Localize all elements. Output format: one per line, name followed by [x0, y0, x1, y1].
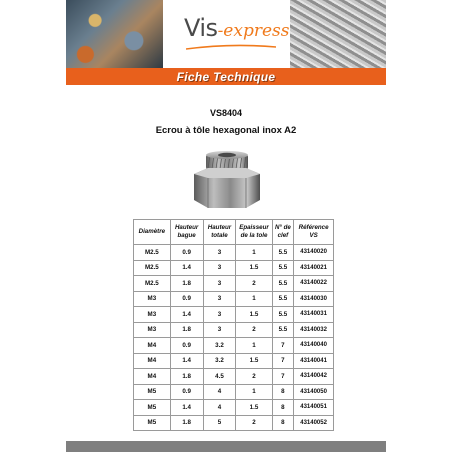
cell-reference: 43140040 [294, 338, 334, 354]
cell-hauteur-bague: 1.4 [170, 307, 203, 323]
cell-diametre: M5 [134, 400, 171, 416]
header-diametre: Diamètre [134, 220, 171, 245]
spec-table-body [134, 245, 334, 431]
cell-hauteur-totale: 4 [203, 400, 236, 416]
cell-reference: 43140050 [294, 384, 334, 400]
cell-reference: 43140041 [294, 353, 334, 369]
cell-hauteur-totale: 3 [203, 260, 236, 276]
product-reference: VS8404 [209, 108, 243, 118]
cell-epaisseur: 2 [236, 415, 272, 431]
header-hauteur-totale: Hauteur totale [203, 220, 236, 245]
cell-hauteur-totale: 3 [203, 322, 236, 338]
cell-diametre: M4 [134, 369, 171, 385]
cell-diametre: M4 [134, 338, 171, 354]
header-n-clef: N° de clef [272, 220, 294, 245]
spec-table [133, 219, 334, 431]
cell-n-clef: 5.5 [272, 291, 294, 307]
cell-reference: 43140051 [294, 400, 334, 416]
cell-epaisseur: 1.5 [236, 307, 272, 323]
cell-hauteur-bague: 1.4 [170, 400, 203, 416]
cell-diametre: M2.5 [134, 245, 171, 261]
cell-epaisseur: 1.5 [236, 260, 272, 276]
header-hauteur-bague: Hauteur bague [170, 220, 203, 245]
cell-reference: 43140052 [294, 415, 334, 431]
cell-hauteur-totale: 3.2 [203, 353, 236, 369]
cell-hauteur-bague: 0.9 [170, 245, 203, 261]
table-row [134, 291, 334, 307]
cell-hauteur-bague: 1.8 [170, 322, 203, 338]
cell-reference: 43140022 [294, 276, 334, 292]
table-row [134, 338, 334, 354]
cell-hauteur-totale: 3 [203, 276, 236, 292]
hex-nut-image [186, 148, 268, 212]
table-row [134, 245, 334, 261]
cell-hauteur-bague: 0.9 [170, 291, 203, 307]
brand-logo [184, 14, 289, 50]
cell-hauteur-totale: 4.5 [203, 369, 236, 385]
cell-hauteur-bague: 1.8 [170, 276, 203, 292]
cell-n-clef: 5.5 [272, 260, 294, 276]
screws-photo [290, 0, 386, 68]
cell-hauteur-bague: 0.9 [170, 338, 203, 354]
cell-epaisseur: 2 [236, 369, 272, 385]
cell-n-clef: 5.5 [272, 276, 294, 292]
table-row [134, 415, 334, 431]
cell-hauteur-bague: 0.9 [170, 384, 203, 400]
table-row [134, 369, 334, 385]
cell-hauteur-bague: 1.8 [170, 369, 203, 385]
cell-n-clef: 8 [272, 384, 294, 400]
title-band [66, 68, 386, 85]
cell-hauteur-totale: 4 [203, 384, 236, 400]
cell-diametre: M5 [134, 415, 171, 431]
cell-hauteur-bague: 1.4 [170, 260, 203, 276]
cell-reference: 43140042 [294, 369, 334, 385]
cell-hauteur-totale: 3 [203, 307, 236, 323]
cell-diametre: M2.5 [134, 260, 171, 276]
header-reference: Référence VS [294, 220, 334, 245]
cell-n-clef: 5.5 [272, 245, 294, 261]
table-row [134, 260, 334, 276]
page-title: Fiche Technique [176, 69, 276, 84]
header-banner [66, 0, 386, 68]
cell-reference: 43140030 [294, 291, 334, 307]
logo-swoosh-icon [186, 44, 276, 50]
cell-epaisseur: 1.5 [236, 353, 272, 369]
cell-hauteur-totale: 3.2 [203, 338, 236, 354]
cell-diametre: M4 [134, 353, 171, 369]
cell-diametre: M2.5 [134, 276, 171, 292]
header-epaisseur: Epaisseur de la tole [236, 220, 272, 245]
tools-photo [66, 0, 163, 68]
cell-hauteur-totale: 5 [203, 415, 236, 431]
table-row [134, 400, 334, 416]
cell-diametre: M3 [134, 291, 171, 307]
cell-epaisseur: 2 [236, 276, 272, 292]
cell-n-clef: 7 [272, 353, 294, 369]
table-row [134, 384, 334, 400]
cell-epaisseur: 1 [236, 338, 272, 354]
cell-epaisseur: 1 [236, 291, 272, 307]
cell-n-clef: 8 [272, 400, 294, 416]
cell-diametre: M3 [134, 322, 171, 338]
cell-epaisseur: 2 [236, 322, 272, 338]
cell-hauteur-totale: 3 [203, 245, 236, 261]
logo-main-text: Vis [184, 14, 218, 42]
cell-reference: 43140021 [294, 260, 334, 276]
table-row [134, 353, 334, 369]
logo-accent-text: -express [217, 21, 290, 41]
cell-hauteur-bague: 1.4 [170, 353, 203, 369]
table-row [134, 307, 334, 323]
cell-epaisseur: 1.5 [236, 400, 272, 416]
cell-diametre: M3 [134, 307, 171, 323]
product-description: Ecrou à tôle hexagonal inox A2 [155, 125, 297, 136]
cell-reference: 43140020 [294, 245, 334, 261]
cell-n-clef: 7 [272, 369, 294, 385]
cell-n-clef: 7 [272, 338, 294, 354]
cell-hauteur-bague: 1.8 [170, 415, 203, 431]
table-row [134, 322, 334, 338]
cell-epaisseur: 1 [236, 384, 272, 400]
cell-reference: 43140031 [294, 307, 334, 323]
table-row [134, 276, 334, 292]
cell-reference: 43140032 [294, 322, 334, 338]
footer-band [66, 441, 386, 452]
cell-n-clef: 5.5 [272, 322, 294, 338]
cell-n-clef: 8 [272, 415, 294, 431]
cell-hauteur-totale: 3 [203, 291, 236, 307]
cell-epaisseur: 1 [236, 245, 272, 261]
cell-diametre: M5 [134, 384, 171, 400]
cell-n-clef: 5.5 [272, 307, 294, 323]
table-header-row [134, 220, 334, 245]
